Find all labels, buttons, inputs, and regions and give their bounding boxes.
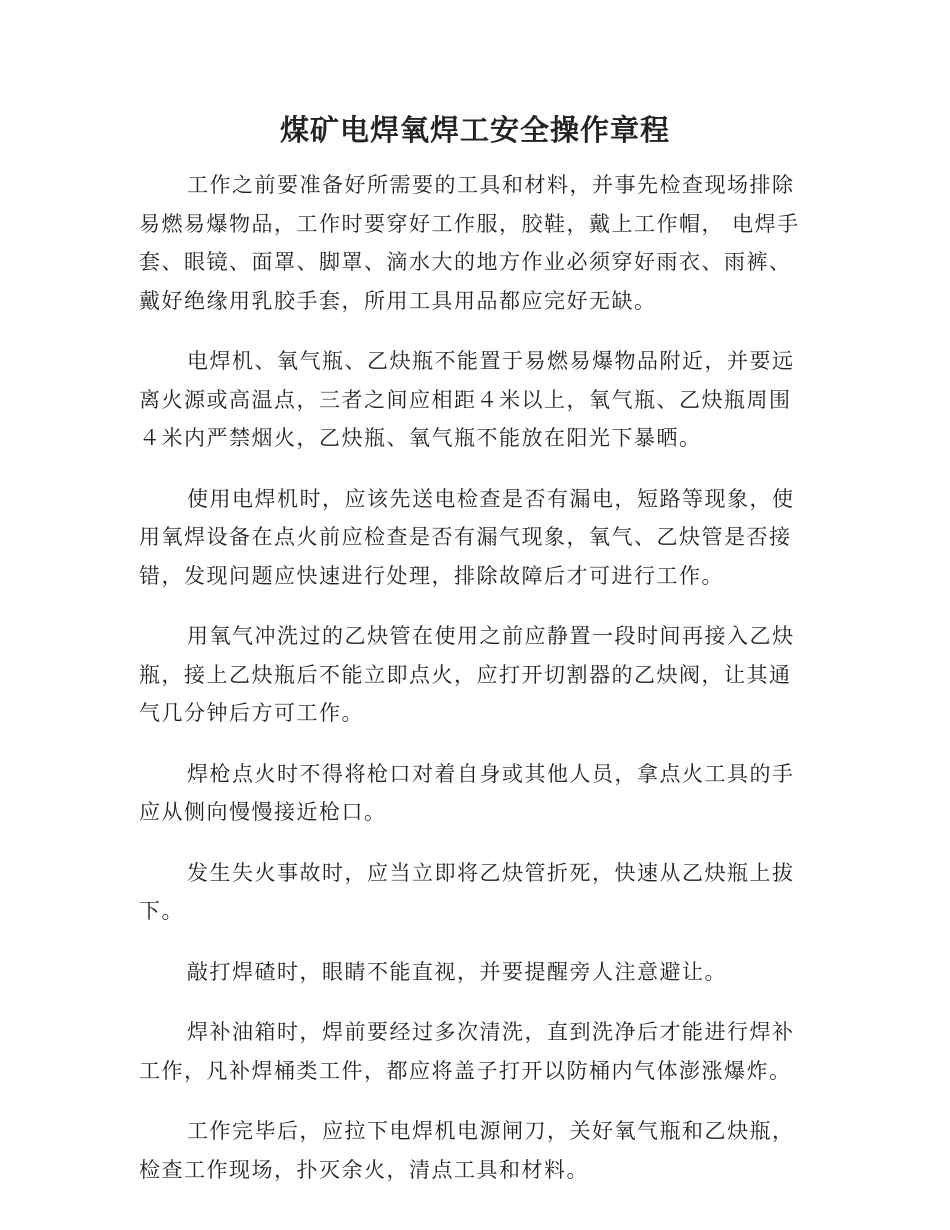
paragraph-tank-repair: 焊补油箱时，焊前要经过多次清洗，直到洗净后才能进行焊补工作，凡补焊桶类工件，都应将盖子打开以防桶内气体澎涨爆炸。 [139,1020,795,1083]
paragraph-pre-use-inspection: 使用电焊机时，应该先送电检查是否有漏电，短路等现象，使用氧焊设备在点火前应检查是否有漏气现象，氧气、乙炔管是否接错，发现问题应快速进行处理，排除故障后才可进行工作。 [139,486,795,588]
document-title: 煤矿电焊氧焊工安全操作章程 [279,113,670,147]
paragraph-acetylene-hose: 用氧气冲洗过的乙炔管在使用之前应静置一段时间再接入乙炔瓶，接上乙炔瓶后不能立即点火，应打开切割器的乙炔阀，让其通气几分钟后方可工作。 [139,624,795,725]
paragraph-slag-removal: 敲打焊碴时，眼睛不能直视，并要提醒旁人注意避让。 [187,959,727,984]
paragraph-work-completion: 工作完毕后，应拉下电焊机电源闸刀，关好氧气瓶和乙炔瓶，检查工作现场，扑灭余火，清点工具和材料。 [139,1119,795,1182]
paragraph-equipment-placement: 电焊机、氧气瓶、乙炔瓶不能置于易燃易爆物品附近，并要远离火源或高温点，三者之间应相距４米以上，氧气瓶、乙炔瓶周围４米内严禁烟火，乙炔瓶、氧气瓶不能放在阳光下暴晒。 [139,349,795,450]
document-body [139,166,811,1211]
paragraph-torch-ignition: 焊枪点火时不得将枪口对着自身或其他人员，拿点火工具的手应从侧向慢慢接近枪口。 [139,761,795,824]
paragraph-fire-accident: 发生失火事故时，应当立即将乙炔管折死，快速从乙炔瓶上拔下。 [139,860,795,923]
paragraph-work-preparation: 工作之前要准备好所需要的工具和材料，并事先检查现场排除易燃易爆物品，工作时要穿好工作服，胶鞋，戴上工作帽， 电焊手套、眼镜、面罩、脚罩、滴水大的地方作业必须穿好雨衣、雨裤、戴好绝缘用乳胶手套，所用工具用品都应完好无缺。 [139,173,800,313]
